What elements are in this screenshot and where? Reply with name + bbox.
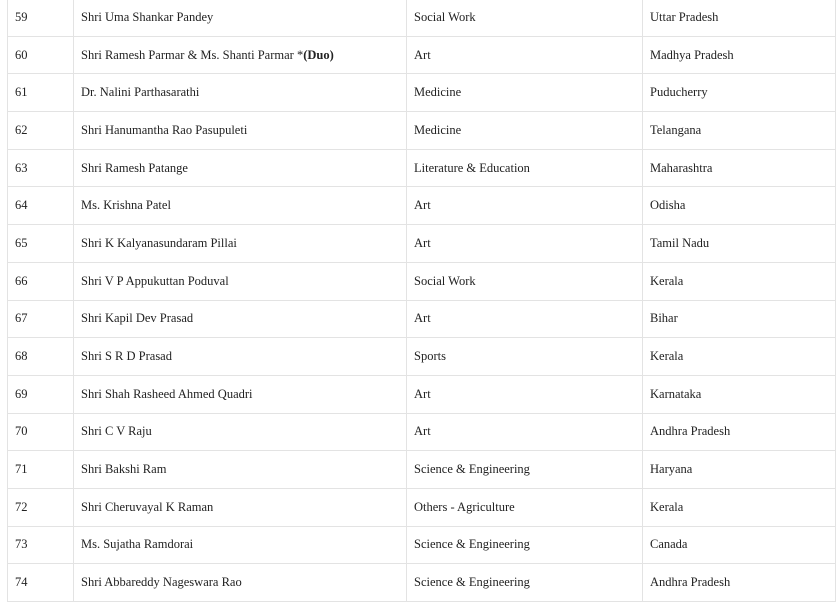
awardee-name: Shri Uma Shankar Pandey xyxy=(81,9,214,24)
state-cell: Haryana xyxy=(643,451,836,489)
table-row xyxy=(8,375,836,413)
awardee-name: Ms. Sujatha Ramdorai xyxy=(81,537,194,552)
awardee-name: Shri Kapil Dev Prasad xyxy=(81,311,194,326)
serial-number-cell: 73 xyxy=(8,526,74,564)
field-cell: Social Work xyxy=(407,262,643,300)
serial-number-cell: 64 xyxy=(8,187,74,225)
field-cell: Science & Engineering xyxy=(407,564,643,602)
awardee-name-suffix: (Duo) xyxy=(303,47,334,62)
field-cell: Science & Engineering xyxy=(407,451,643,489)
table-row xyxy=(8,488,836,526)
serial-number-cell: 71 xyxy=(8,451,74,489)
awardee-name: Shri Shah Rasheed Ahmed Quadri xyxy=(81,386,253,401)
serial-number-cell: 66 xyxy=(8,262,74,300)
awardee-name: Shri Abbareddy Nageswara Rao xyxy=(81,575,242,590)
table-row xyxy=(8,74,836,112)
awardee-name-cell xyxy=(74,74,407,112)
table-row xyxy=(8,413,836,451)
serial-number-cell: 65 xyxy=(8,225,74,263)
state-cell: Madhya Pradesh xyxy=(643,36,836,74)
awardee-name: Shri Cheruvayal K Raman xyxy=(81,499,214,514)
serial-number-cell: 68 xyxy=(8,338,74,376)
awardee-name: Shri Ramesh Patange xyxy=(81,160,188,175)
table-row xyxy=(8,0,836,36)
state-cell: Puducherry xyxy=(643,74,836,112)
state-cell: Kerala xyxy=(643,488,836,526)
field-cell: Sports xyxy=(407,338,643,376)
serial-number-cell: 69 xyxy=(8,375,74,413)
table-row xyxy=(8,36,836,74)
serial-number-cell: 61 xyxy=(8,74,74,112)
state-cell: Canada xyxy=(643,526,836,564)
serial-number-cell: 74 xyxy=(8,564,74,602)
awardee-name: Shri S R D Prasad xyxy=(81,349,172,364)
table-row xyxy=(8,338,836,376)
awardee-name-cell xyxy=(74,187,407,225)
serial-number-cell: 62 xyxy=(8,112,74,150)
awardee-name-cell xyxy=(74,36,407,74)
awardee-name: Shri Ramesh Parmar & Ms. Shanti Parmar * xyxy=(81,47,304,62)
table-row xyxy=(8,149,836,187)
awardees-table xyxy=(7,0,836,602)
state-cell: Kerala xyxy=(643,262,836,300)
state-cell: Odisha xyxy=(643,187,836,225)
field-cell: Art xyxy=(407,300,643,338)
serial-number-cell: 60 xyxy=(8,36,74,74)
field-cell: Art xyxy=(407,225,643,263)
awardee-name-cell xyxy=(74,262,407,300)
field-cell: Social Work xyxy=(407,0,643,36)
awardee-name-cell xyxy=(74,149,407,187)
table-row xyxy=(8,187,836,225)
awardee-name: Shri Hanumantha Rao Pasupuleti xyxy=(81,122,248,137)
awardee-name: Shri Bakshi Ram xyxy=(81,462,167,477)
state-cell: Bihar xyxy=(643,300,836,338)
field-cell: Literature & Education xyxy=(407,149,643,187)
awardee-name: Shri C V Raju xyxy=(81,424,152,439)
awardee-name: Shri V P Appukuttan Poduval xyxy=(81,273,229,288)
awardee-name-cell xyxy=(74,300,407,338)
state-cell: Andhra Pradesh xyxy=(643,564,836,602)
table-row xyxy=(8,112,836,150)
field-cell: Art xyxy=(407,36,643,74)
table-row xyxy=(8,225,836,263)
state-cell: Uttar Pradesh xyxy=(643,0,836,36)
state-cell: Tamil Nadu xyxy=(643,225,836,263)
state-cell: Andhra Pradesh xyxy=(643,413,836,451)
table-row xyxy=(8,451,836,489)
awardee-name-cell xyxy=(74,488,407,526)
state-cell: Telangana xyxy=(643,112,836,150)
awardee-name-cell xyxy=(74,413,407,451)
serial-number-cell: 72 xyxy=(8,488,74,526)
awardee-name-cell xyxy=(74,451,407,489)
awardee-name: Ms. Krishna Patel xyxy=(81,198,171,213)
field-cell: Others - Agriculture xyxy=(407,488,643,526)
awardee-name-cell xyxy=(74,225,407,263)
state-cell: Kerala xyxy=(643,338,836,376)
table-row xyxy=(8,564,836,602)
awardee-name-cell xyxy=(74,338,407,376)
table-row xyxy=(8,300,836,338)
serial-number-cell: 70 xyxy=(8,413,74,451)
field-cell: Medicine xyxy=(407,74,643,112)
serial-number-cell: 63 xyxy=(8,149,74,187)
awardee-name-cell xyxy=(74,0,407,36)
field-cell: Art xyxy=(407,187,643,225)
field-cell: Art xyxy=(407,413,643,451)
awardee-name: Shri K Kalyanasundaram Pillai xyxy=(81,235,237,250)
awardee-name-cell xyxy=(74,564,407,602)
state-cell: Karnataka xyxy=(643,375,836,413)
field-cell: Science & Engineering xyxy=(407,526,643,564)
table-row xyxy=(8,262,836,300)
awardee-name: Dr. Nalini Parthasarathi xyxy=(81,85,200,100)
awardee-name-cell xyxy=(74,375,407,413)
serial-number-cell: 67 xyxy=(8,300,74,338)
table-row xyxy=(8,526,836,564)
field-cell: Medicine xyxy=(407,112,643,150)
awardees-table-body xyxy=(8,0,836,602)
awardee-name-cell xyxy=(74,112,407,150)
serial-number-cell: 59 xyxy=(8,0,74,36)
state-cell: Maharashtra xyxy=(643,149,836,187)
field-cell: Art xyxy=(407,375,643,413)
awardee-name-cell xyxy=(74,526,407,564)
